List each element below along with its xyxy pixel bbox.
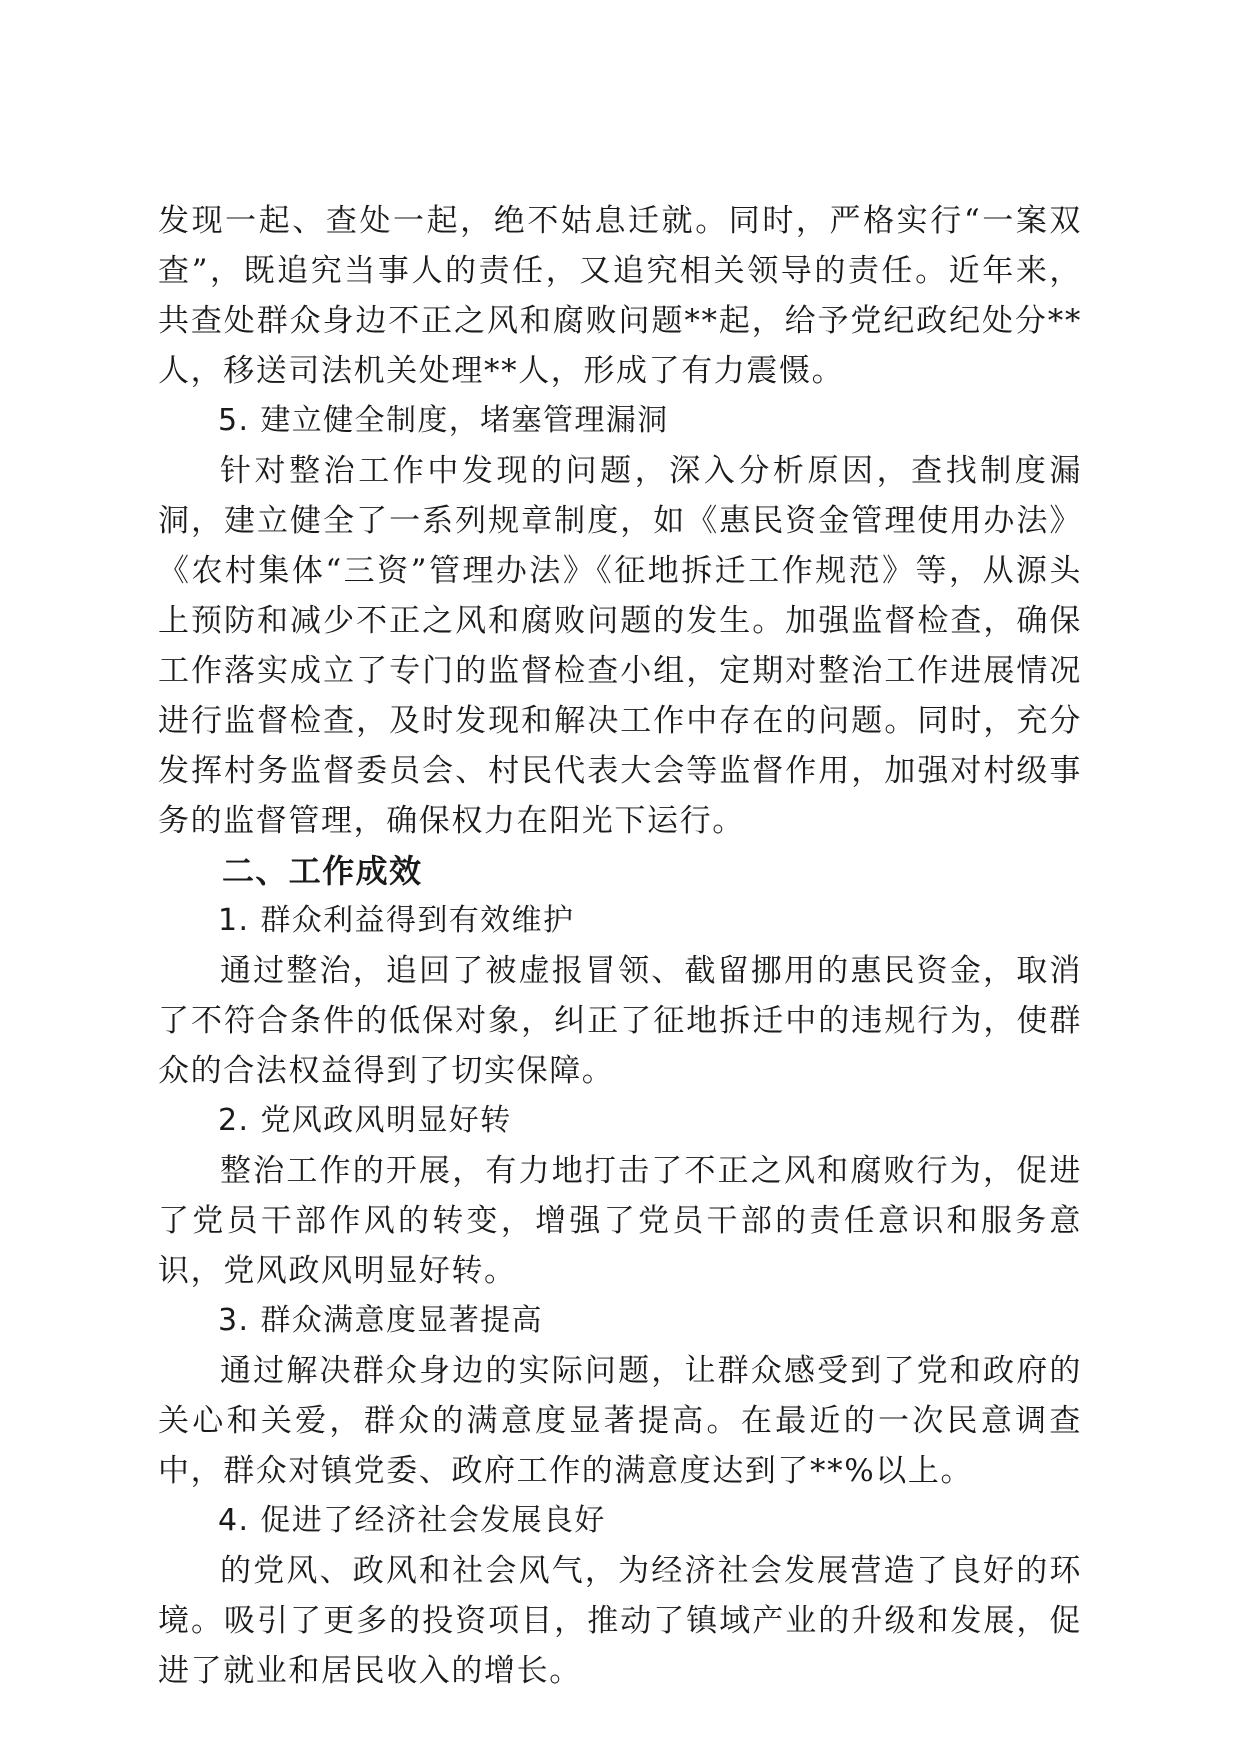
result-4-paragraph: 的党风、政风和社会风气，为经济社会发展营造了良好的环境。吸引了更多的投资项目，推动了镇域产业的升级和发展，促进了就业和居民收入的增长。 — [158, 1553, 1082, 1689]
result-3-paragraph: 通过解决群众身边的实际问题，让群众感受到了党和政府的关心和关爱，群众的满意度显著提高。在最近的一次民意调查中，群众对镇党委、政府工作的满意度达到了**%以上。 — [158, 1353, 1082, 1489]
item-5-paragraph: 针对整治工作中发现的问题，深入分析原因，查找制度漏洞，建立健全了一系列规章制度，如《惠民资金管理使用办法》《农村集体“三资”管理办法》《征地拆迁工作规范》等，从源头上预防和减少不正之风和腐败问题的发生。加强监督检查，确保工作落实成立了专门的监督检查小组，定期对整治工作进展情况进行监督检查，及时发现和解决工作中存在的问题。同时，充分发挥村务监督委员会、村民代表大会等监督作用，加强对村级事务的监督管理，确保权力在阳光下运行。 — [158, 453, 1082, 839]
result-4-heading: 4. 促进了经济社会发展良好 — [218, 1503, 606, 1538]
document-page — [158, 196, 1082, 1696]
result-1-paragraph: 通过整治，追回了被虚报冒领、截留挪用的惠民资金，取消了不符合条件的低保对象，纠正了征地拆迁中的违规行为，使群众的合法权益得到了切实保障。 — [158, 953, 1082, 1089]
result-1-heading: 1. 群众利益得到有效维护 — [218, 903, 575, 938]
section-2-heading: 二、工作成效 — [222, 852, 423, 890]
result-2-heading: 2. 党风政风明显好转 — [218, 1103, 512, 1138]
result-3-heading: 3. 群众满意度显著提高 — [218, 1303, 543, 1338]
result-2-paragraph: 整治工作的开展，有力地打击了不正之风和腐败行为，促进了党员干部作风的转变，增强了党员干部的责任意识和服务意识，党风政风明显好转。 — [158, 1153, 1082, 1289]
item-5-heading: 5. 建立健全制度，堵塞管理漏洞 — [218, 403, 669, 438]
intro-paragraph: 发现一起、查处一起，绝不姑息迁就。同时，严格实行“一案双查”，既追究当事人的责任，又追究相关领导的责任。近年来，共查处群众身边不正之风和腐败问题**起，给予党纪政纪处分**人，移送司法机关处理**人，形成了有力震慑。 — [158, 203, 1082, 389]
